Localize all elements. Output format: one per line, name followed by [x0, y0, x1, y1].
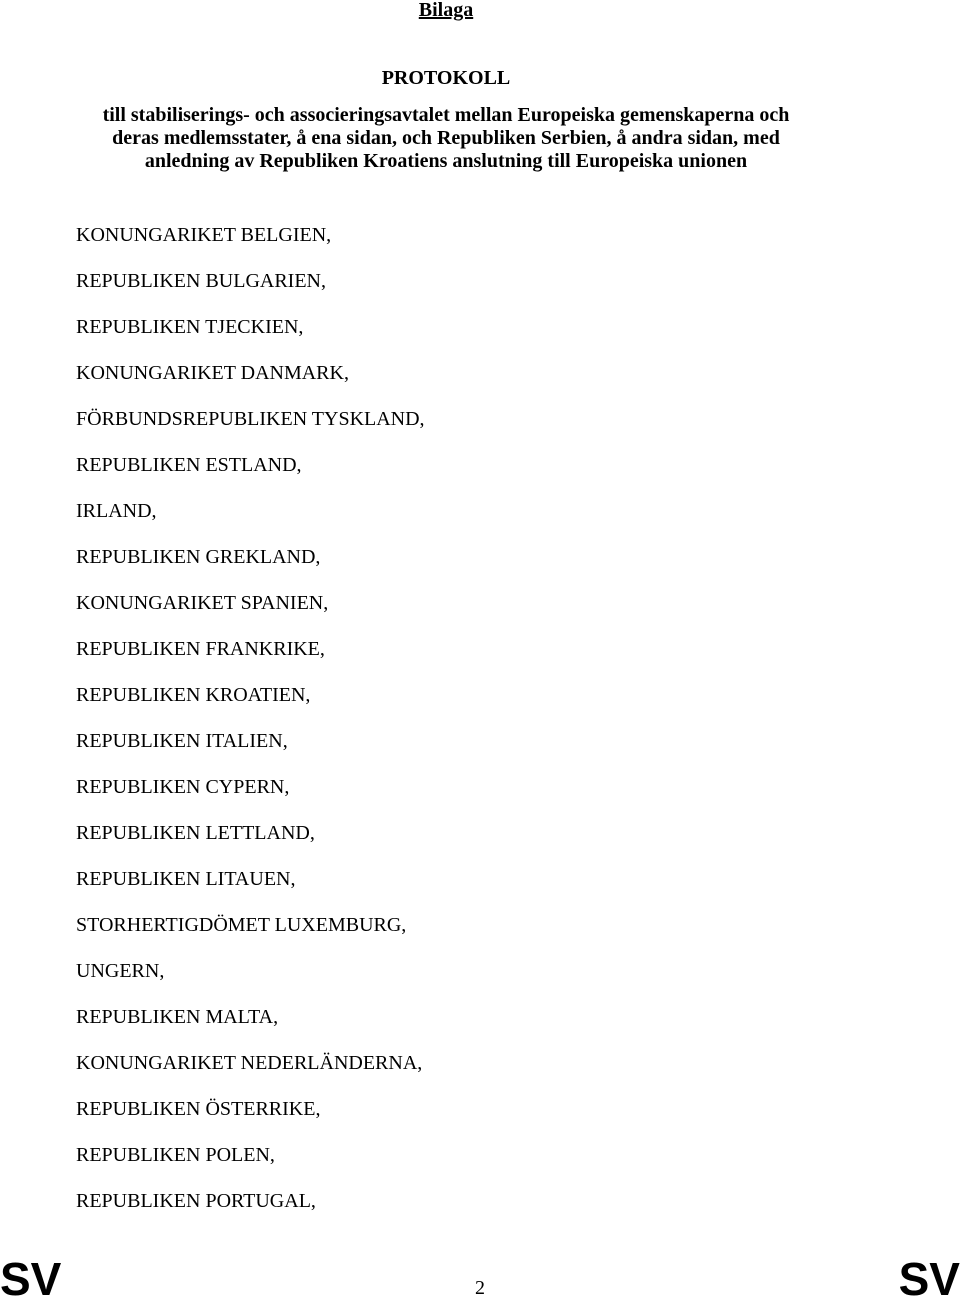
party-item: KONUNGARIKET DANMARK, [76, 362, 349, 384]
party-item: REPUBLIKEN ITALIEN, [76, 730, 288, 752]
party-item: REPUBLIKEN TJECKIEN, [76, 316, 304, 338]
subtitle-line: deras medlemsstater, å ena sidan, och Republiken Serbien, å andra sidan, med [112, 127, 780, 149]
party-item: IRLAND, [76, 500, 157, 522]
party-item: REPUBLIKEN LETTLAND, [76, 822, 315, 844]
party-item: KONUNGARIKET BELGIEN, [76, 224, 332, 246]
party-item: REPUBLIKEN FRANKRIKE, [76, 638, 325, 660]
document-title: PROTOKOLL [381, 67, 511, 89]
party-item: STORHERTIGDÖMET LUXEMBURG, [76, 914, 407, 936]
page-number: 2 [475, 1277, 485, 1299]
party-item: REPUBLIKEN MALTA, [76, 1006, 279, 1028]
party-item: KONUNGARIKET SPANIEN, [76, 592, 329, 614]
footer-language-code-left: SV [0, 1253, 62, 1305]
party-item: KONUNGARIKET NEDERLÄNDERNA, [76, 1052, 423, 1074]
party-item: REPUBLIKEN POLEN, [76, 1144, 275, 1166]
party-item: REPUBLIKEN ESTLAND, [76, 454, 302, 476]
party-item: REPUBLIKEN CYPERN, [76, 776, 290, 798]
footer-language-code-right: SV [898, 1253, 960, 1305]
document-subtitle [70, 104, 822, 173]
party-item: REPUBLIKEN GREKLAND, [76, 546, 321, 568]
subtitle-line: anledning av Republiken Kroatiens anslutning till Europeiska unionen [144, 150, 748, 172]
party-item: UNGERN, [76, 960, 165, 982]
annex-label: Bilaga [418, 0, 474, 21]
party-item: REPUBLIKEN LITAUEN, [76, 868, 296, 890]
party-item: REPUBLIKEN PORTUGAL, [76, 1190, 316, 1212]
party-item: REPUBLIKEN KROATIEN, [76, 684, 311, 706]
contracting-parties-list [76, 223, 425, 1235]
subtitle-line: till stabiliserings- och associeringsavtalet mellan Europeiska gemenskaperna och [102, 104, 790, 126]
party-item: REPUBLIKEN BULGARIEN, [76, 270, 326, 292]
party-item: FÖRBUNDSREPUBLIKEN TYSKLAND, [76, 408, 425, 430]
party-item: REPUBLIKEN ÖSTERRIKE, [76, 1098, 321, 1120]
